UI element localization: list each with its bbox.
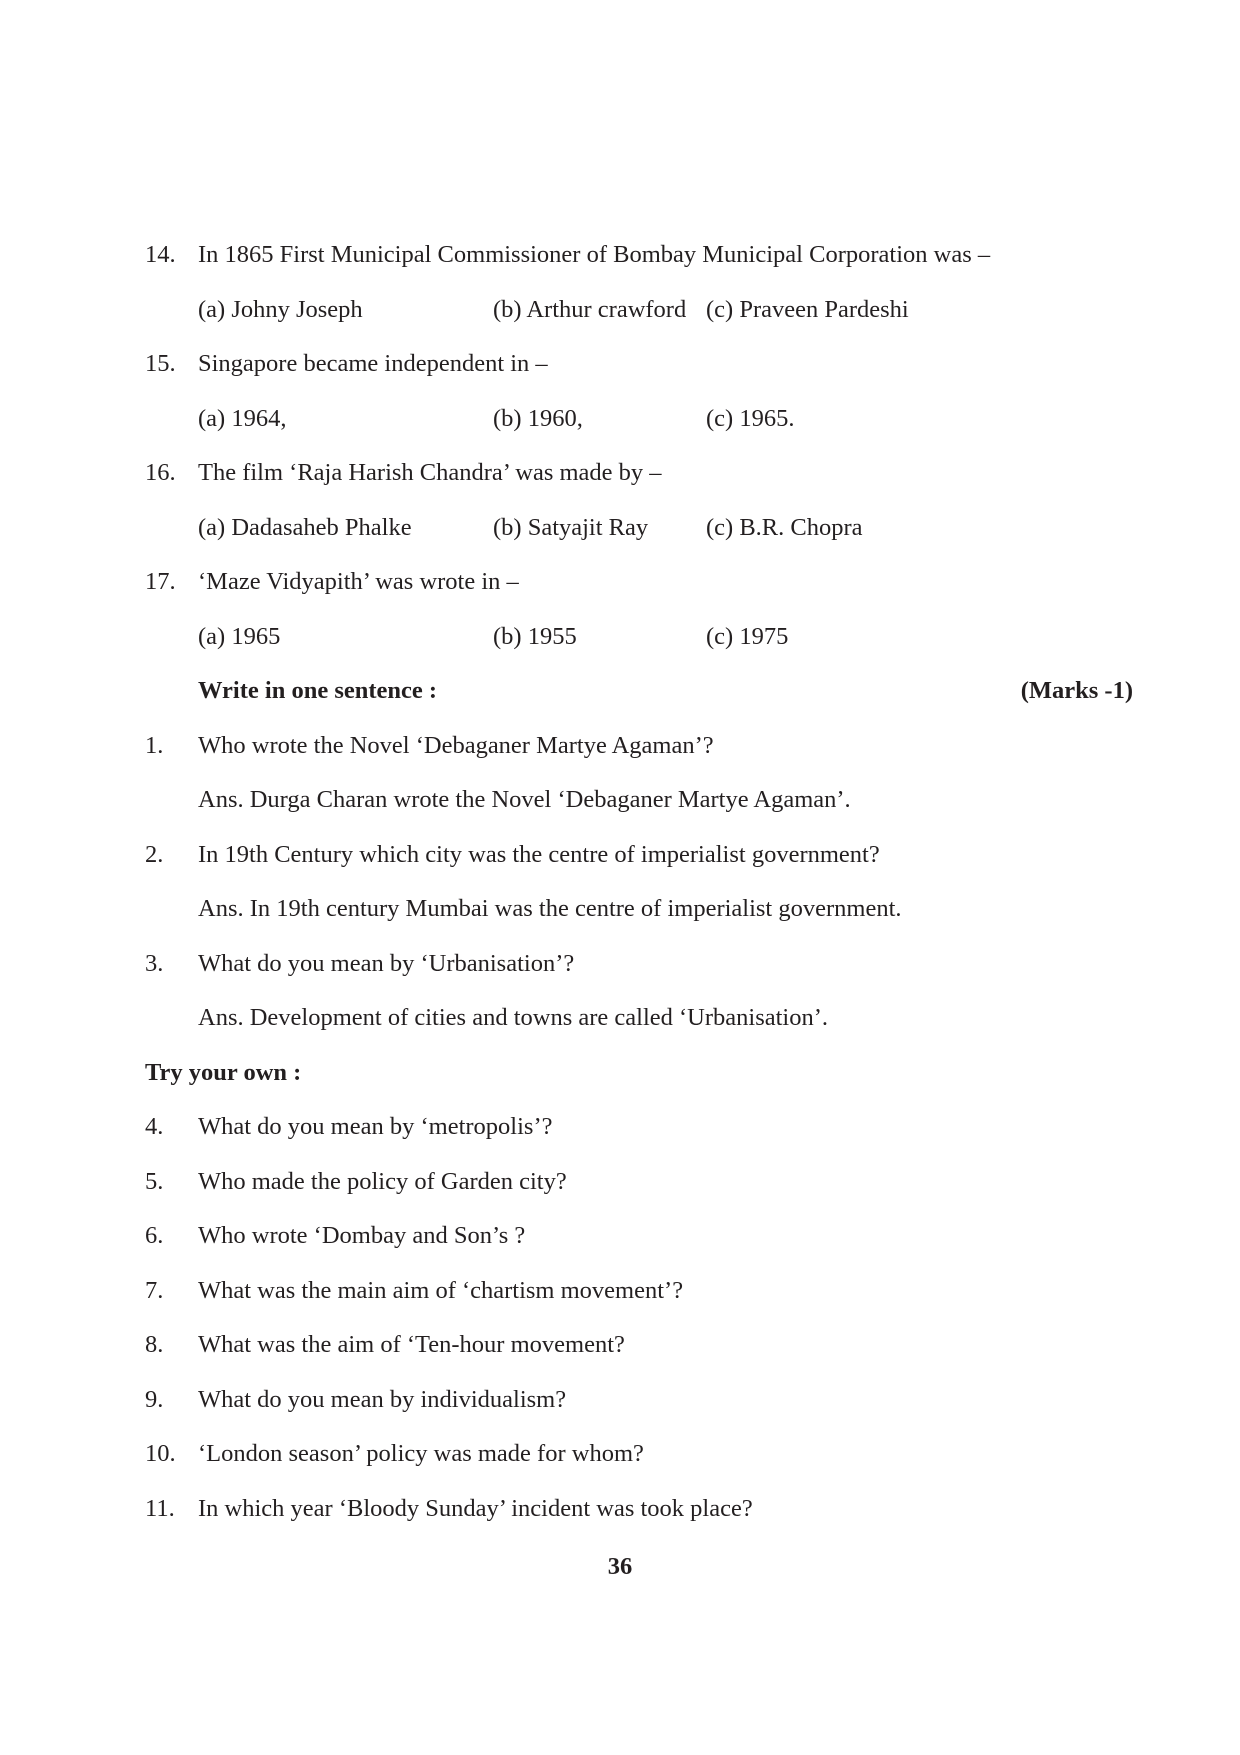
question-text: In 19th Century which city was the centre of imperialist government? bbox=[198, 841, 880, 868]
question-text: What was the main aim of ‘chartism movement’? bbox=[198, 1277, 684, 1304]
question-text: What do you mean by ‘Urbanisation’? bbox=[198, 950, 575, 977]
question-number: 11. bbox=[145, 1495, 175, 1522]
option-a: (a) Dadasaheb Phalke bbox=[198, 514, 412, 541]
answer-text: Ans. In 19th century Mumbai was the centre of imperialist government. bbox=[198, 895, 902, 922]
question-text: ‘London season’ policy was made for whom? bbox=[198, 1440, 644, 1467]
question-text: What do you mean by ‘metropolis’? bbox=[198, 1113, 553, 1140]
option-b: (b) Satyajit Ray bbox=[493, 514, 649, 541]
question-number: 2. bbox=[145, 841, 164, 868]
question-number: 4. bbox=[145, 1113, 164, 1140]
option-a: (a) 1964, bbox=[198, 405, 287, 432]
practice-question-11 bbox=[0, 1492, 1240, 1526]
answer-text: Ans. Development of cities and towns are called ‘Urbanisation’. bbox=[198, 1004, 829, 1031]
practice-question-8 bbox=[0, 1328, 1240, 1362]
mcq-options-16 bbox=[0, 511, 1240, 545]
practice-question-7 bbox=[0, 1274, 1240, 1308]
question-text: The film ‘Raja Harish Chandra’ was made by – bbox=[198, 459, 662, 486]
question-number: 9. bbox=[145, 1386, 164, 1413]
option-c: (c) B.R. Chopra bbox=[706, 514, 863, 541]
question-text: Singapore became independent in – bbox=[198, 350, 548, 377]
question-text: What do you mean by individualism? bbox=[198, 1386, 567, 1413]
question-number: 7. bbox=[145, 1277, 164, 1304]
practice-question-4 bbox=[0, 1110, 1240, 1144]
question-number: 16. bbox=[145, 459, 176, 486]
short-question-2 bbox=[0, 838, 1240, 872]
question-number: 17. bbox=[145, 568, 176, 595]
option-b: (b) 1960, bbox=[493, 405, 583, 432]
option-b: (b) Arthur crawford bbox=[493, 296, 687, 323]
mcq-question-17 bbox=[0, 565, 1240, 599]
question-number: 5. bbox=[145, 1168, 164, 1195]
mcq-question-14 bbox=[0, 238, 1240, 272]
option-c: (c) 1965. bbox=[706, 405, 795, 432]
question-text: Who made the policy of Garden city? bbox=[198, 1168, 567, 1195]
question-number: 6. bbox=[145, 1222, 164, 1249]
option-b: (b) 1955 bbox=[493, 623, 577, 650]
question-number: 8. bbox=[145, 1331, 164, 1358]
page-footer bbox=[0, 1550, 1240, 1584]
section-heading-one-sentence bbox=[0, 674, 1240, 708]
page-number: 36 bbox=[607, 1553, 633, 1580]
practice-question-5 bbox=[0, 1165, 1240, 1199]
question-number: 14. bbox=[145, 241, 176, 268]
option-c: (c) 1975 bbox=[706, 623, 789, 650]
question-text: Who wrote the Novel ‘Debaganer Martye Agaman’? bbox=[198, 732, 714, 759]
practice-question-6 bbox=[0, 1219, 1240, 1253]
question-text: In which year ‘Bloody Sunday’ incident was took place? bbox=[198, 1495, 753, 1522]
answer-3 bbox=[0, 1001, 1240, 1035]
mcq-options-14 bbox=[0, 293, 1240, 327]
marks-label: (Marks -1) bbox=[1020, 677, 1133, 704]
section-heading-try-your-own bbox=[0, 1056, 1240, 1090]
option-c: (c) Praveen Pardeshi bbox=[706, 296, 909, 323]
mcq-question-15 bbox=[0, 347, 1240, 381]
answer-text: Ans. Durga Charan wrote the Novel ‘Debaganer Martye Agaman’. bbox=[198, 786, 851, 813]
short-question-3 bbox=[0, 947, 1240, 981]
answer-2 bbox=[0, 892, 1240, 926]
question-text: ‘Maze Vidyapith’ was wrote in – bbox=[198, 568, 519, 595]
section-title: Try your own : bbox=[145, 1059, 302, 1086]
question-number: 1. bbox=[145, 732, 164, 759]
short-question-1 bbox=[0, 729, 1240, 763]
practice-question-10 bbox=[0, 1437, 1240, 1471]
mcq-options-17 bbox=[0, 620, 1240, 654]
mcq-options-15 bbox=[0, 402, 1240, 436]
section-title: Write in one sentence : bbox=[198, 677, 438, 704]
mcq-question-16 bbox=[0, 456, 1240, 490]
question-number: 15. bbox=[145, 350, 176, 377]
question-number: 3. bbox=[145, 950, 164, 977]
option-a: (a) 1965 bbox=[198, 623, 281, 650]
question-text: Who wrote ‘Dombay and Son’s ? bbox=[198, 1222, 526, 1249]
option-a: (a) Johny Joseph bbox=[198, 296, 363, 323]
question-text: In 1865 First Municipal Commissioner of Bombay Municipal Corporation was – bbox=[198, 241, 991, 268]
practice-question-9 bbox=[0, 1383, 1240, 1417]
question-number: 10. bbox=[145, 1440, 176, 1467]
answer-1 bbox=[0, 783, 1240, 817]
question-text: What was the aim of ‘Ten-hour movement? bbox=[198, 1331, 625, 1358]
